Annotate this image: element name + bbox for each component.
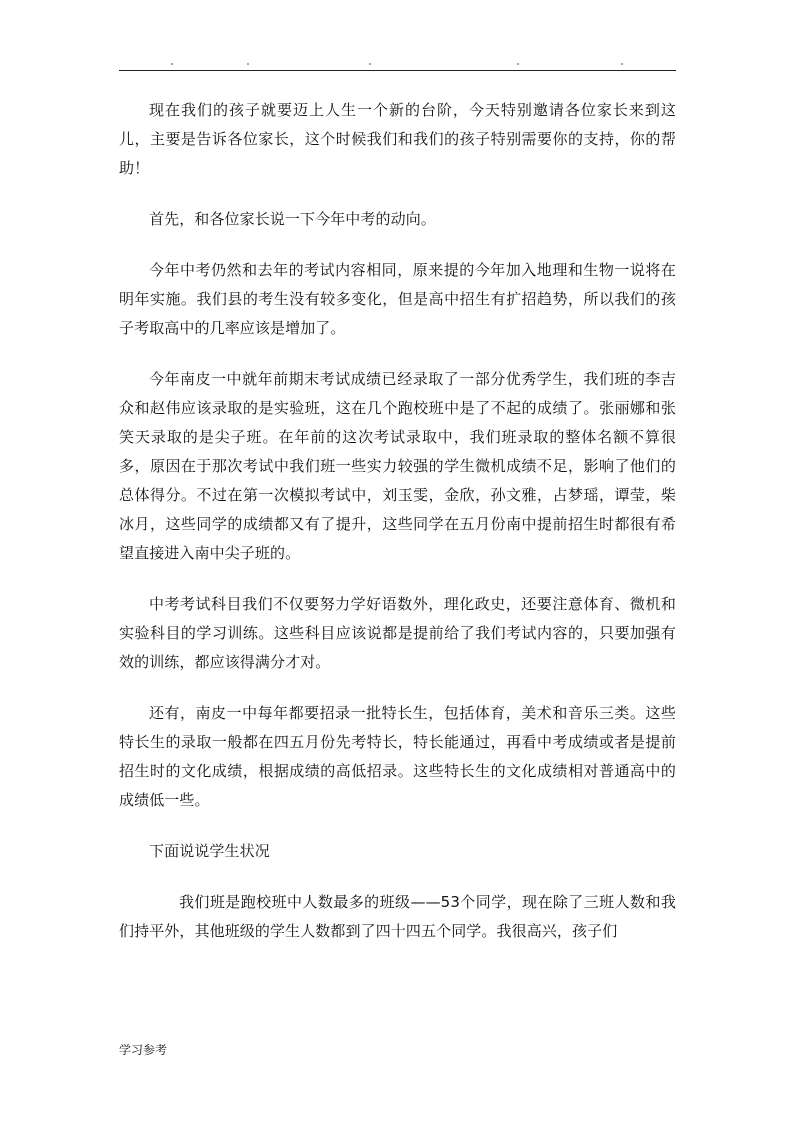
paragraph-intro: 现在我们的孩子就要迈上人生一个新的台阶，今天特别邀请各位家长来到这儿，主要是告诉各位家长，这个时候我们和我们的孩子特别需要你的支持，你的帮助！ [119,101,676,177]
paragraph-first: 首先，和各位家长说一下今年中考的动向。 [149,210,436,228]
footer-label: 学习参考 [119,1043,168,1057]
document-body [119,96,676,968]
paragraph-subjects: 中考考试科目我们不仅要努力学好语数外，理化政史，还要注意体育、微机和实验科目的学习训练。这些科目应该说都是提前给了我们考试内容的，只要加强有效的训练，都应该得满分才对。 [119,595,676,671]
paragraph-specialty: 还有，南皮一中每年都要招录一批特长生，包括体育，美术和音乐三类。这些特长生的录取一般都在四五月份先考特长，特长能通过，再看中考成绩或者是提前招生时的文化成绩，根据成绩的高低招录。这些特长生的文化成绩相对普通高中的成绩低一些。 [119,704,676,809]
paragraph-exam-content: 今年中考仍然和去年的考试内容相同，原来提的今年加入地理和生物一说将在明年实施。我们县的考生没有较多变化，但是高中招生有扩招趋势，所以我们的孩子考取高中的几率应该是增加了。 [119,261,676,337]
paragraph-class-size: 我们班是跑校班中人数最多的班级——53个同学，现在除了三班人数和我们持平外，其他班级的学生人数都到了四十四五个同学。我很高兴，孩子们 [119,893,676,940]
header-rule [119,70,676,71]
paragraph-student-heading: 下面说说学生状况 [149,842,270,860]
paragraph-admissions: 今年南皮一中就年前期末考试成绩已经录取了一部分优秀学生，我们班的李吉众和赵伟应该录取的是实验班，这在几个跑校班中是了不起的成绩了。张丽娜和张笑天录取的是尖子班。在年前的这次考试录取中，我们班录取的整体名额不算很多，原因在于那次考试中我们班一些实力较强的学生微机成绩不足，影响了他们的总体得分。不过在第一次模拟考试中，刘玉雯，金欣，孙文雅，占梦瑶，谭莹，柴冰月，这些同学的成绩都又有了提升，这些同学在五月份南中提前招生时都很有希望直接进入南中尖子班的。 [119,370,676,562]
header-dots [119,63,676,69]
